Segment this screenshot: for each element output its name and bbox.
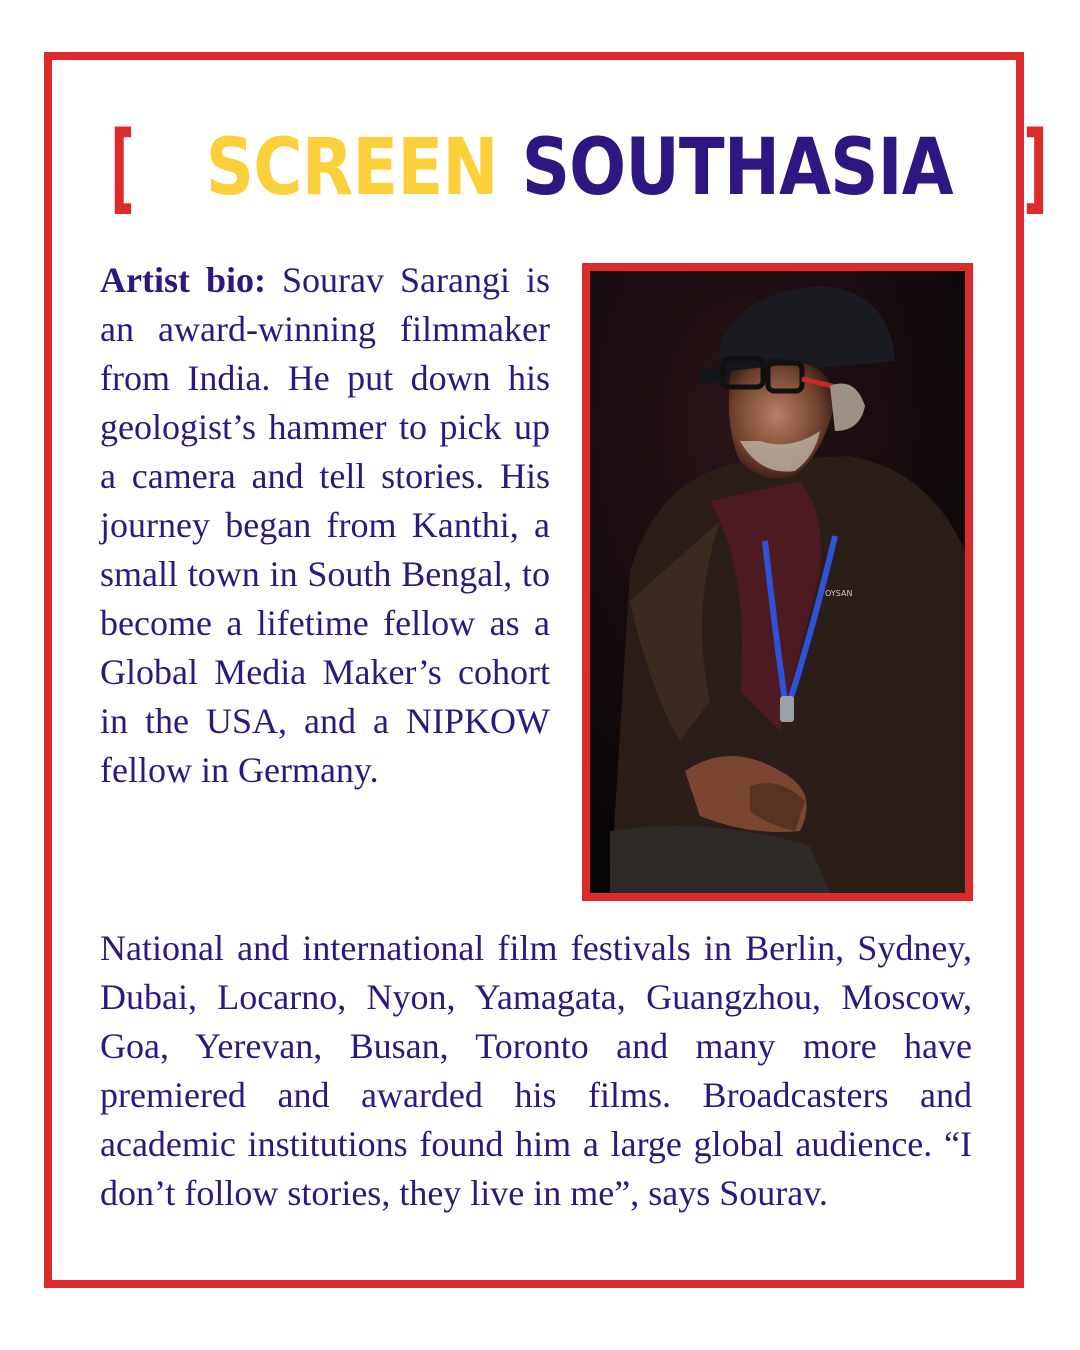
portrait-illustration [590,271,965,893]
bio-label: Artist bio: [100,260,266,300]
brand-word-screen: SCREEN [205,123,498,213]
brand-bracket-close: ] [1023,111,1049,225]
bio-text: Sourav Sarangi is an award-winning filmmaker from India. He put down his geologist’s hammer to pick up a camera and tell stories. His journey began from Kanthi, a small town in South Bengal, to become a lifetime fellow as a Global Media Maker’s cohort in the USA, and a NIPKOW fellow in Germany. [100,260,551,790]
bio-paragraph-2: National and international film festivals in Berlin, Sydney, Dubai, Locarno, Nyon, Yamagata, Guangzhou, Moscow, Goa, Yerevan, Busan, Toronto and many more have premiered and awarded his films. Broadcasters and academic institutions found him a large global audience. “I don’t follow stories, they live in me”, says Sourav. [100,928,972,1213]
brand-bracket-open: [ [110,111,135,225]
brand-wordmark [206,123,953,213]
badge-label: OYSAN [825,589,853,598]
artist-bio [100,256,550,795]
artist-photo [582,263,973,901]
brand-word-southasia: SOUTHASIA [521,123,953,213]
brand-logo [100,111,1049,225]
